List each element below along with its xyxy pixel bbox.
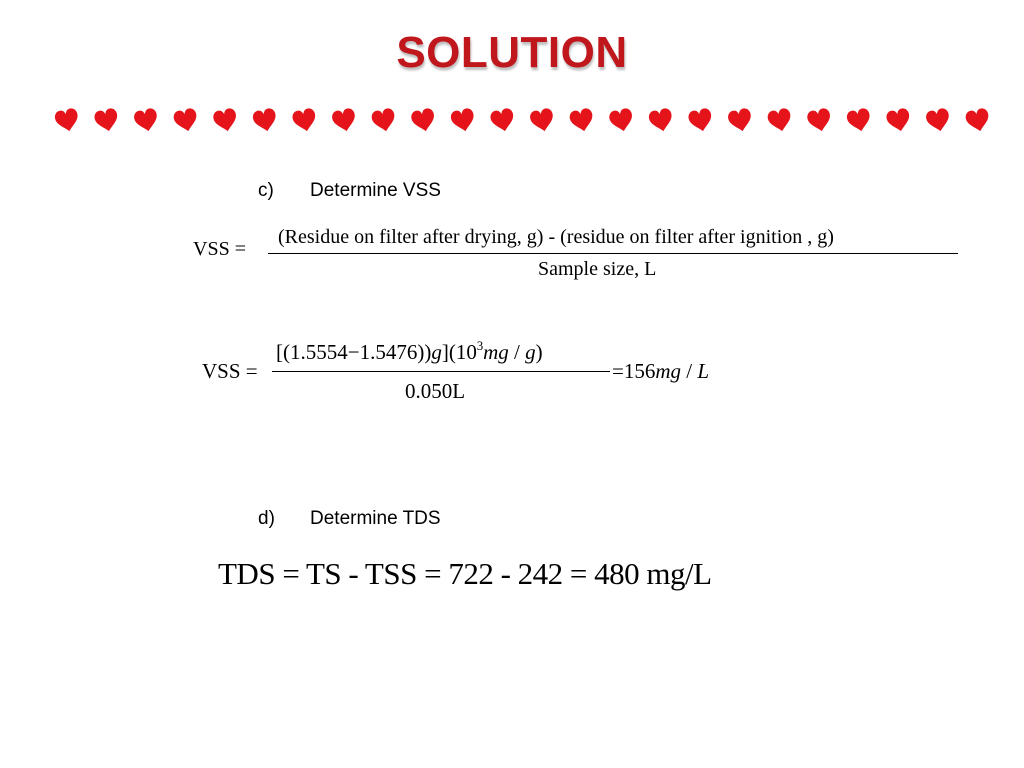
heart-icon xyxy=(489,107,516,133)
heart-icon xyxy=(608,107,635,133)
heart-icon xyxy=(925,107,952,133)
section-d-letter: d) xyxy=(258,508,275,529)
heart-icon xyxy=(885,107,912,133)
tds-formula: TDS = TS - TSS = 722 - 242 = 480 mg/L xyxy=(218,556,712,591)
heart-icon xyxy=(93,107,120,133)
vss-calc-result: =156mg / L xyxy=(612,359,710,383)
heart-icon xyxy=(252,107,279,133)
section-c-letter: c) xyxy=(258,180,274,201)
vss-calc-lhs: VSS = xyxy=(202,359,258,383)
heart-icon xyxy=(410,107,437,133)
vss-formula-denominator: Sample size, L xyxy=(538,258,657,280)
vss-calc-numerator: $[(1.5554-1.5476))g](10^3mg / g)$ xyxy=(276,339,543,364)
heart-icon xyxy=(766,107,793,133)
vss-calc-denominator: 0.050L xyxy=(405,379,466,403)
section-c-heading: Determine VSS xyxy=(310,180,441,201)
section-d-heading: Determine TDS xyxy=(310,508,441,529)
vss-formula-lhs: VSS = xyxy=(193,238,246,260)
vss-formula-numerator: (Residue on filter after drying, g) - (residue on filter after ignition , g) xyxy=(278,226,834,248)
heart-icon xyxy=(291,107,318,133)
page-title: SOLUTION xyxy=(396,28,628,77)
hearts-divider xyxy=(52,100,1002,140)
vss-formula-fraction-bar xyxy=(268,253,958,254)
heart-icon xyxy=(964,107,991,133)
heart-icon xyxy=(133,107,160,133)
heart-icon xyxy=(806,107,833,133)
heart-icon xyxy=(846,107,873,133)
heart-icon xyxy=(450,107,477,133)
vss-calc-fraction-bar xyxy=(272,371,610,372)
heart-icon xyxy=(727,107,754,133)
heart-icon xyxy=(54,107,81,133)
heart-icon xyxy=(331,107,358,133)
heart-icon xyxy=(529,107,556,133)
heart-icon xyxy=(172,107,199,133)
heart-icon xyxy=(212,107,239,133)
heart-icon xyxy=(568,107,595,133)
heart-icon xyxy=(687,107,714,133)
heart-icon xyxy=(370,107,397,133)
heart-icon xyxy=(648,107,675,133)
